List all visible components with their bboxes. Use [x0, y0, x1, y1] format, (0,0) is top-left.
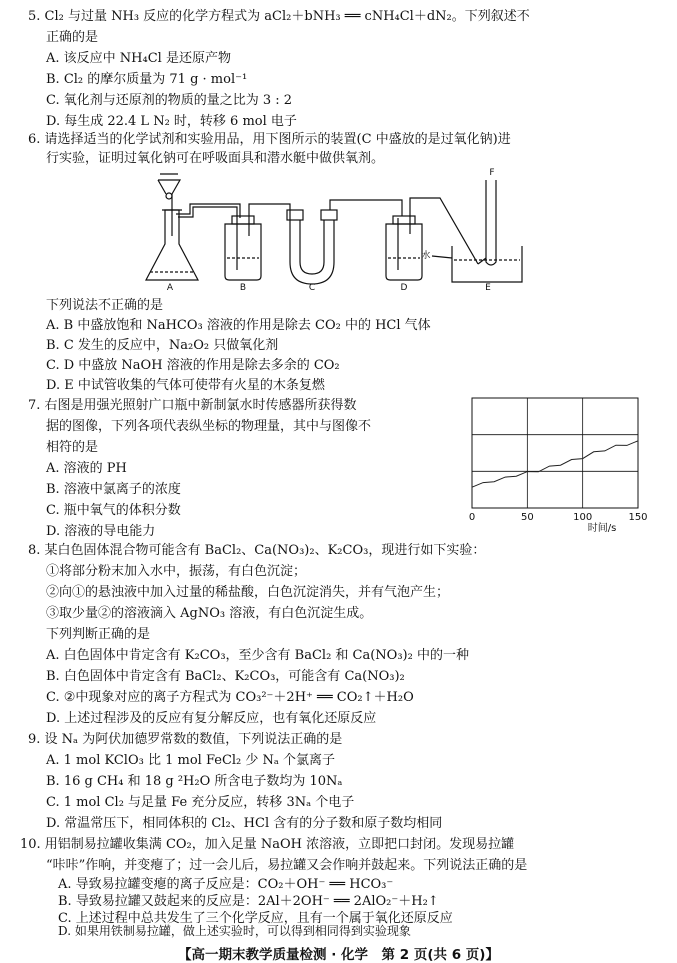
q7-option-d: D. 溶液的导电能力	[46, 524, 156, 539]
q6-option-d: D. E 中试管收集的气体可使带有火星的木条复燃	[46, 378, 325, 393]
line-chart	[462, 396, 652, 534]
q8-stem: 8. 某白色固体混合物可能含有 BaCl₂、Ca(NO₃)₂、K₂CO₃，现进行如下实验：	[28, 543, 486, 558]
q7-option-c: C. 瓶中氧气的体积分数	[46, 503, 181, 518]
q9-stem: 9. 设 Nₐ 为阿伏加德罗常数的数值，下列说法正确的是	[28, 732, 343, 747]
x-tick-label: 0	[468, 512, 476, 523]
funnel	[158, 180, 180, 236]
label-b: B	[239, 283, 247, 292]
trough-e	[452, 246, 522, 282]
q8-option-b: B. 白色固体中肯定含有 BaCl₂、K₂CO₃，可能含有 Ca(NO₃)₂	[46, 669, 405, 684]
q7-stem-line3: 相符的是	[46, 440, 99, 455]
q10-option-c: C. 上述过程中总共发生了三个化学反应，且有一个属于氧化还原反应	[58, 911, 453, 926]
label-a: A	[166, 283, 174, 292]
x-tick-label: 50	[520, 512, 534, 523]
q5-stem-line2: 正确的是	[46, 30, 99, 45]
q9-option-a: A. 1 mol KClO₃ 比 1 mol FeCl₂ 少 Nₐ 个氯离子	[46, 753, 336, 768]
q7-option-b: B. 溶液中氯离子的浓度	[46, 482, 181, 497]
x-tick-labels	[469, 512, 648, 523]
q5-option-b: B. Cl₂ 的摩尔质量为 71 g · mol⁻¹	[46, 72, 248, 87]
q6-stem-line1: 6. 请选择适当的化学试剂和实验用品，用下图所示的装置(C 中盛放的是过氧化钠)进	[28, 132, 511, 147]
q8-step-3: ③取少量②的溶液滴入 AgNO₃ 溶液，有白色沉淀生成。	[46, 606, 373, 621]
q9-option-b: B. 16 g CH₄ 和 18 g ²H₂O 所含电子数均为 10Nₐ	[46, 774, 343, 789]
q6-stem-line2: 行实验，证明过氧化钠可在呼吸面具和潜水艇中做供氧剂。	[46, 151, 385, 166]
q10-option-b: B. 导致易拉罐又鼓起来的反应是：2Al＋2OH⁻ ══ 2AlO₂⁻＋H₂↑	[58, 894, 439, 909]
label-c: C	[308, 283, 316, 292]
q6-option-b: B. C 发生的反应中，Na₂O₂ 只做氧化剂	[46, 338, 279, 353]
q5-option-d: D. 每生成 22.4 L N₂ 时，转移 6 mol 电子	[46, 114, 297, 129]
bottle-d	[386, 224, 422, 280]
page-footer: 【高一期末教学质量检测 · 化学 第 2 页(共 6 页)】	[178, 947, 499, 963]
q8-step-1: ①将部分粉末加入水中，振荡，有白色沉淀；	[46, 564, 307, 579]
q6-option-a: A. B 中盛放饱和 NaHCO₃ 溶液的作用是除去 CO₂ 中的 HCl 气体	[46, 318, 431, 333]
q8-option-d: D. 上述过程涉及的反应有复分解反应，也有氧化还原反应	[46, 711, 377, 726]
q7-option-a: A. 溶液的 PH	[46, 461, 127, 476]
chart-frame	[472, 398, 638, 508]
apparatus-diagram	[140, 166, 540, 292]
q8-option-a: A. 白色固体中肯定含有 K₂CO₃，至少含有 BaCl₂ 和 Ca(NO₃)₂ 中的一种	[46, 648, 469, 663]
q6-prompt: 下列说法不正确的是	[46, 298, 164, 313]
q10-option-d: D. 如果用铁制易拉罐，做上述实验时，可以得到相同得到实验现象	[58, 924, 411, 938]
label-f: F	[489, 168, 495, 178]
test-tube-f	[486, 180, 496, 265]
q7-stem-line1: 7. 右图是用强光照射广口瓶中新制氯水时传感器所获得数	[28, 398, 357, 413]
bottle-b	[225, 224, 261, 280]
q8-option-c: C. ②中现象对应的离子方程式为 CO₃²⁻＋2H⁺ ══ CO₂↑＋H₂O	[46, 690, 414, 705]
q7-stem-line2: 据的图像，下列各项代表纵坐标的物理量，其中与图像不	[46, 419, 372, 434]
q10-stem-line2: “咔咔”作响，并变瘪了；过一会儿后，易拉罐又会作响并鼓起来。下列说法正确的是	[46, 858, 528, 873]
label-e: E	[485, 283, 491, 292]
q5-stem-line1: 5. Cl₂ 与过量 NH₃ 反应的化学方程式为 aCl₂＋bNH₃ ══ cNH₄Cl＋dN₂。下列叙述不	[28, 9, 530, 24]
q6-option-c: C. D 中盛放 NaOH 溶液的作用是除去多余的 CO₂	[46, 358, 340, 373]
q8-prompt: 下列判断正确的是	[46, 627, 151, 642]
q5-option-c: C. 氧化剂与还原剂的物质的量之比为 3 : 2	[46, 93, 293, 108]
x-tick-label: 100	[573, 512, 593, 523]
q9-option-d: D. 常温常压下，相同体积的 Cl₂、HCl 含有的分子数和原子数均相同	[46, 816, 443, 831]
chart-grid	[472, 398, 638, 508]
q10-stem-line1: 10. 用铝制易拉罐收集满 CO₂，加入足量 NaOH 浓溶液，立即把口封闭。发现易拉罐	[20, 837, 515, 852]
data-line	[472, 441, 638, 487]
q5-option-a: A. 该反应中 NH₄Cl 是还原产物	[46, 51, 231, 66]
q10-option-a: A. 导致易拉罐变瘪的离子反应是：CO₂＋OH⁻ ══ HCO₃⁻	[58, 877, 394, 892]
label-d: D	[400, 283, 408, 292]
q9-option-c: C. 1 mol Cl₂ 与足量 Fe 充分反应，转移 3Nₐ 个电子	[46, 795, 355, 810]
label-water: 水	[421, 251, 431, 261]
q8-step-2: ②向①的悬浊液中加入过量的稀盐酸，白色沉淀消失，并有气泡产生；	[46, 585, 450, 600]
x-tick-label: 150	[628, 512, 648, 523]
x-axis-label: 时间/s	[587, 523, 617, 534]
